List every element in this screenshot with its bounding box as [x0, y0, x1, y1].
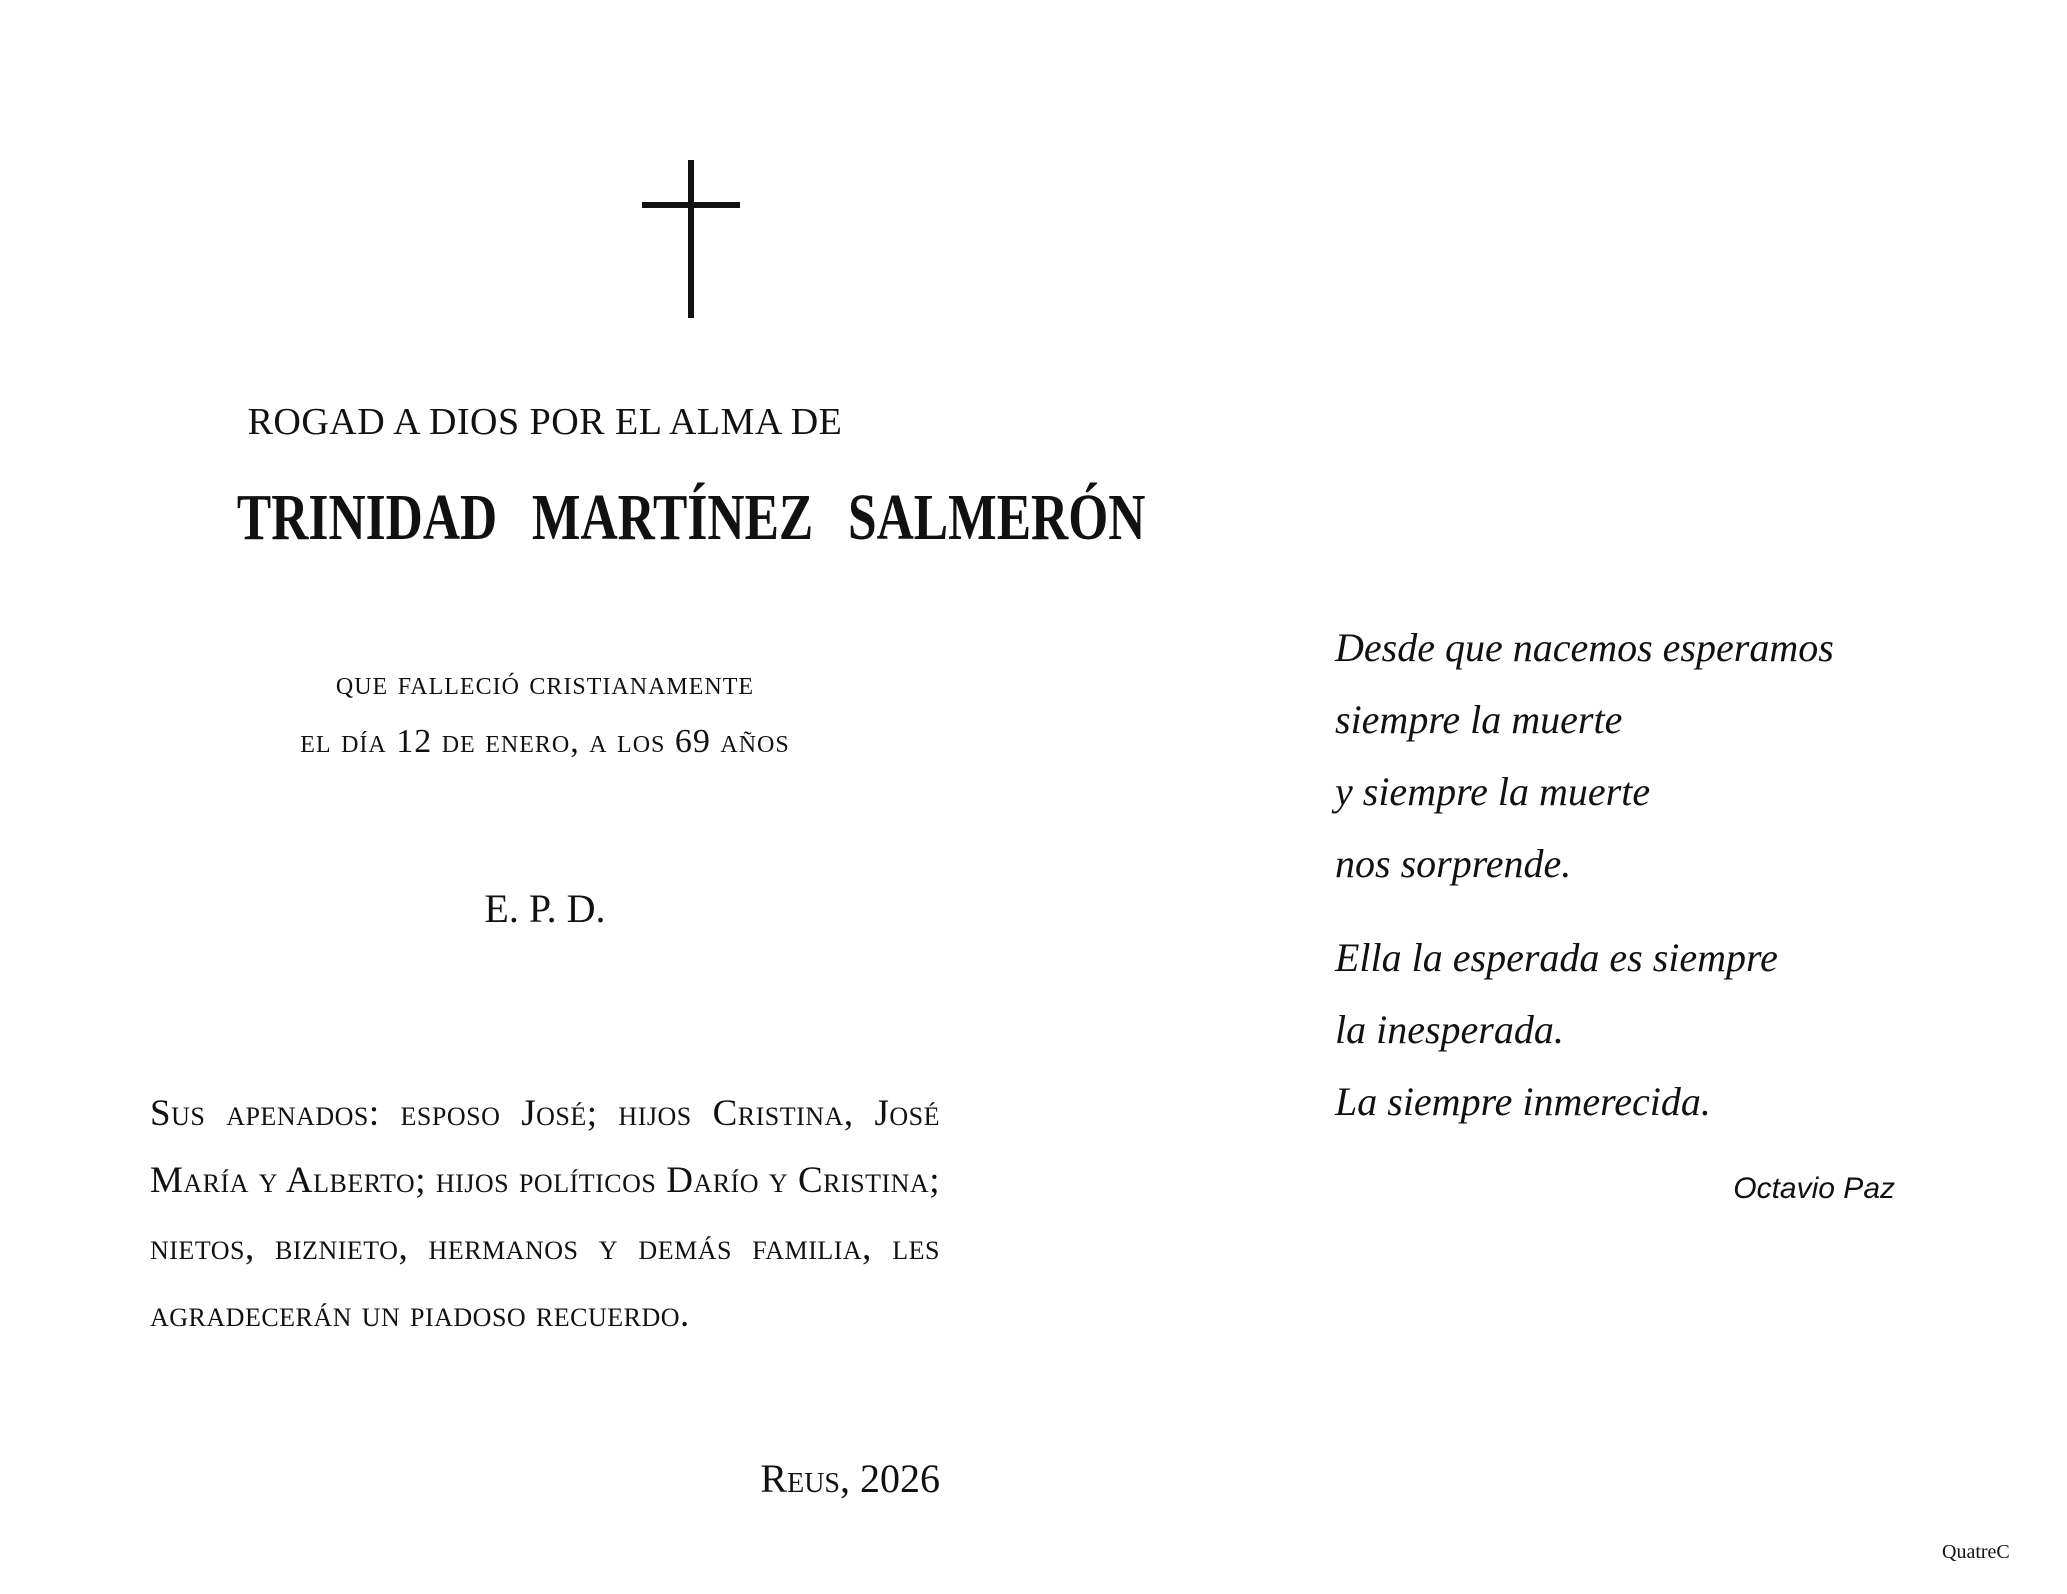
cross-icon: [642, 160, 740, 318]
poem-line: siempre la muerte: [1335, 697, 1623, 742]
death-notice: [150, 655, 940, 771]
poem-line: y siempre la muerte: [1335, 769, 1651, 814]
poem-line: Desde que nacemos esperamos: [1335, 625, 1834, 670]
prayer-heading: ROGAD A DIOS POR EL ALMA DE: [247, 401, 843, 443]
place-date: Reus, 2026: [760, 1456, 940, 1501]
card-left-panel: [150, 0, 1146, 1594]
poem-line: nos sorprende.: [1335, 841, 1572, 886]
death-notice-line-1: que falleció cristianamente: [335, 665, 755, 702]
poem-author: Octavio Paz: [1733, 1172, 1895, 1205]
family-message: Sus apenados: esposo José; hijos Cristina, José María y Alberto; hijos políticos Darío y Cristina; nietos, biznieto, hermanos y demás familia, les agradecerán un piadoso recuerdo.: [150, 1093, 940, 1335]
poem-stanza-1: [1335, 612, 1895, 900]
deceased-name: TRINIDAD MARTÍNEZ SALMERÓN: [236, 481, 1146, 554]
poem-line: La siempre inmerecida.: [1335, 1079, 1711, 1124]
brand-mark: QuatreC: [1942, 1541, 2010, 1563]
poem-stanza-2: [1335, 922, 1895, 1138]
death-notice-line-2: el día 12 de enero, a los 69 años: [300, 723, 790, 760]
poem-line: Ella la esperada es siempre: [1335, 935, 1778, 980]
epd-text: E. P. D.: [484, 886, 606, 931]
poem-panel: [1335, 612, 1895, 1205]
poem-line: la inesperada.: [1335, 1007, 1564, 1052]
